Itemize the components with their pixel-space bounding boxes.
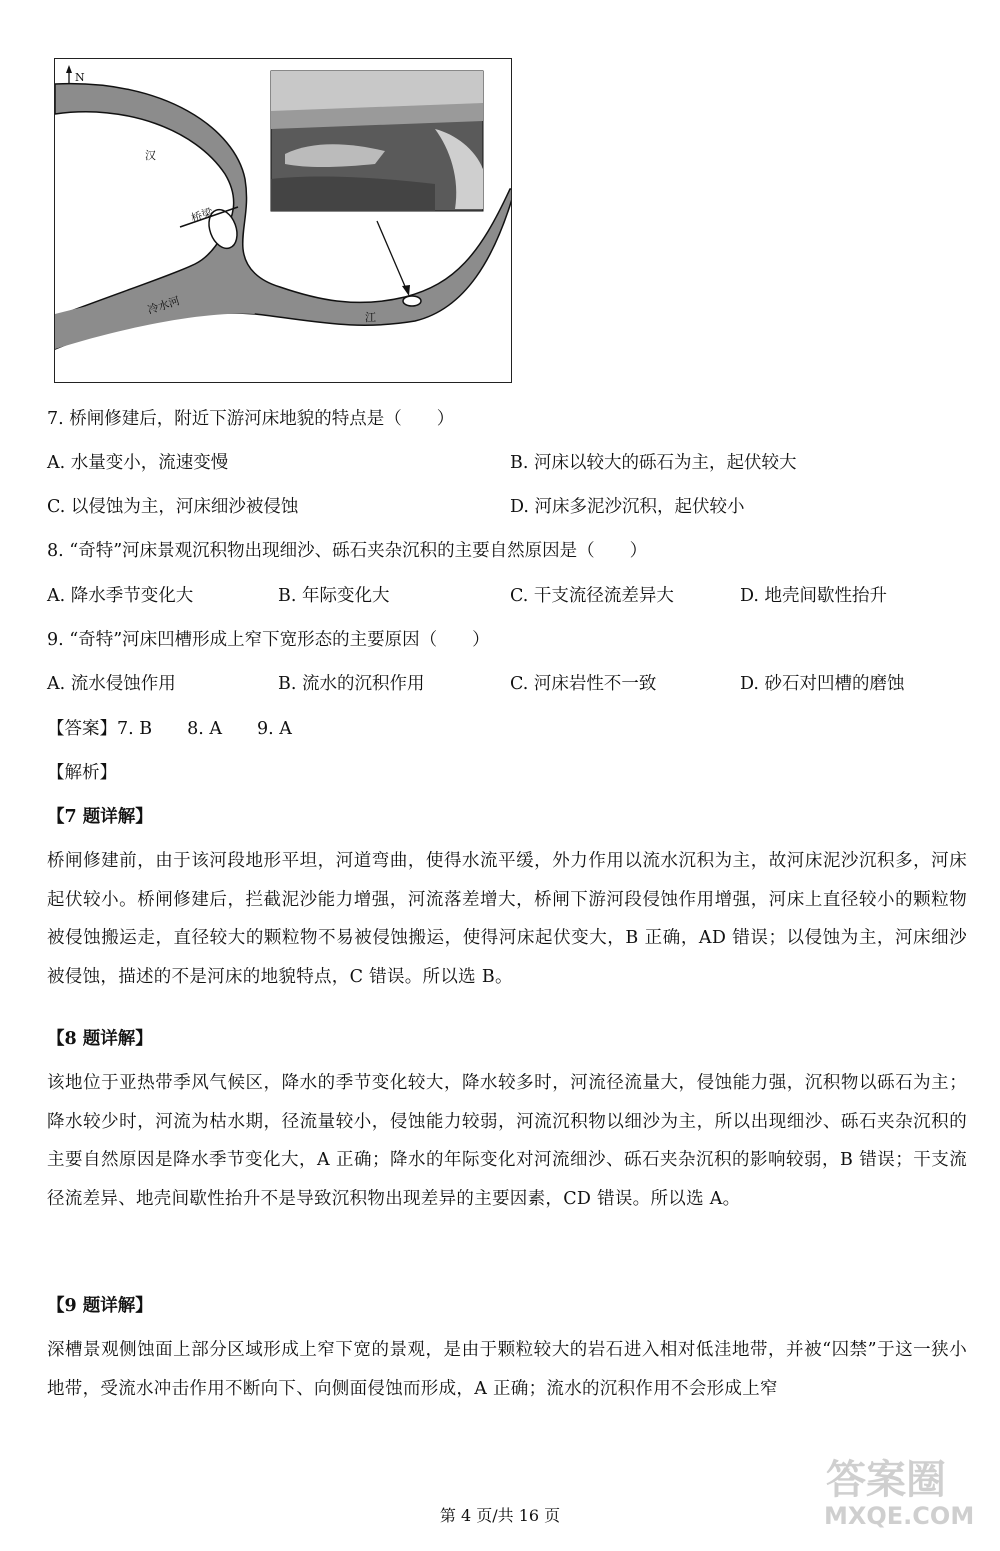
answer-line: 【答案】7. B 8. A 9. A	[47, 719, 292, 739]
q9-option-c: C. 河床岩性不一致	[510, 674, 657, 694]
page-footer: 第 4 页/共 16 页	[439, 1506, 561, 1525]
watermark-bottom-text: MXQE.COM	[824, 1502, 975, 1530]
q9-option-a: A. 流水侵蚀作用	[47, 674, 176, 694]
map-label-jiang: 江	[365, 311, 376, 324]
map-label-han: 汉	[145, 149, 156, 162]
map-label-bridge: 桥梁	[189, 205, 215, 226]
river-map-figure	[54, 58, 512, 383]
small-island-shape	[403, 296, 421, 306]
q9-detail-title: 【9 题详解】	[47, 1296, 153, 1316]
q9-option-d: D. 砂石对凹槽的磨蚀	[740, 674, 905, 694]
analysis-label: 【解析】	[47, 763, 117, 783]
q7-detail-title: 【7 题详解】	[47, 807, 153, 827]
q8-detail-body: 该地位于亚热带季风气候区，降水的季节变化较大，降水较多时，河流径流量大，侵蚀能力强，沉积物以砾石为主；降水较少时，河流为枯水期，径流量较小，侵蚀能力较弱，河流沉积物以细沙为主，所以出现细沙、砾石夹杂沉积的主要自然原因是降水季节变化大，A 正确；降水的年际变化对河流细沙、砾石夹杂沉积的影响较弱，B 错误；干支流径流差异、地壳间歇性抬升不是导致沉积物出现差异的主要因素，CD 错误。所以选 A。	[47, 1073, 967, 1209]
q8-option-c: C. 干支流径流差异大	[510, 586, 674, 606]
q8-option-a: A. 降水季节变化大	[47, 586, 194, 606]
river-map-drawing	[55, 59, 511, 382]
north-arrowhead-icon	[66, 65, 72, 73]
q9-stem: 9. “奇特”河床凹槽形成上窄下宽形态的主要原因（ ）	[47, 630, 490, 650]
q8-option-b: B. 年际变化大	[278, 586, 390, 606]
pointer-arrow-icon	[377, 221, 407, 291]
q7-option-b: B. 河床以较大的砾石为主，起伏较大	[510, 453, 797, 473]
q8-stem: 8. “奇特”河床景观沉积物出现细沙、砾石夹杂沉积的主要自然原因是（ ）	[47, 541, 648, 561]
q9-detail-body: 深槽景观侧蚀面上部分区域形成上窄下宽的景观，是由于颗粒较大的岩石进入相对低洼地带，并被“囚禁”于这一狭小地带，受流水冲击作用不断向下、向侧面侵蚀而形成，A 正确；流水的沉积作用不会形成上窄	[47, 1340, 967, 1399]
q7-stem: 7. 桥闸修建后，附近下游河床地貌的特点是（ ）	[47, 409, 455, 429]
watermark-logo	[818, 1442, 978, 1537]
q8-detail-title: 【8 题详解】	[47, 1029, 153, 1049]
map-label-lengshui-river: 冷水河	[145, 294, 182, 317]
q8-option-d: D. 地壳间歇性抬升	[740, 586, 888, 606]
q9-option-b: B. 流水的沉积作用	[278, 674, 425, 694]
q7-detail-body: 桥闸修建前，由于该河段地形平坦，河道弯曲，使得水流平缓，外力作用以流水沉积为主，故河床泥沙沉积多，河床起伏较小。桥闸修建后，拦截泥沙能力增强，河流落差增大，桥闸下游河段侵蚀作用增强，河床上直径较小的颗粒物被侵蚀搬运走，直径较大的颗粒物不易被侵蚀搬运，使得河床起伏变大，B 正确，AD 错误；以侵蚀为主，河床细沙被侵蚀，描述的不是河床的地貌特点，C 错误。所以选 B。	[47, 851, 967, 987]
q7-option-c: C. 以侵蚀为主，河床细沙被侵蚀	[47, 497, 299, 517]
q7-option-d: D. 河床多泥沙沉积，起伏较小	[510, 497, 745, 517]
watermark-top-text: 答案圈	[826, 1457, 946, 1503]
q7-option-a: A. 水量变小，流速变慢	[47, 453, 229, 473]
north-label: N	[75, 71, 85, 84]
